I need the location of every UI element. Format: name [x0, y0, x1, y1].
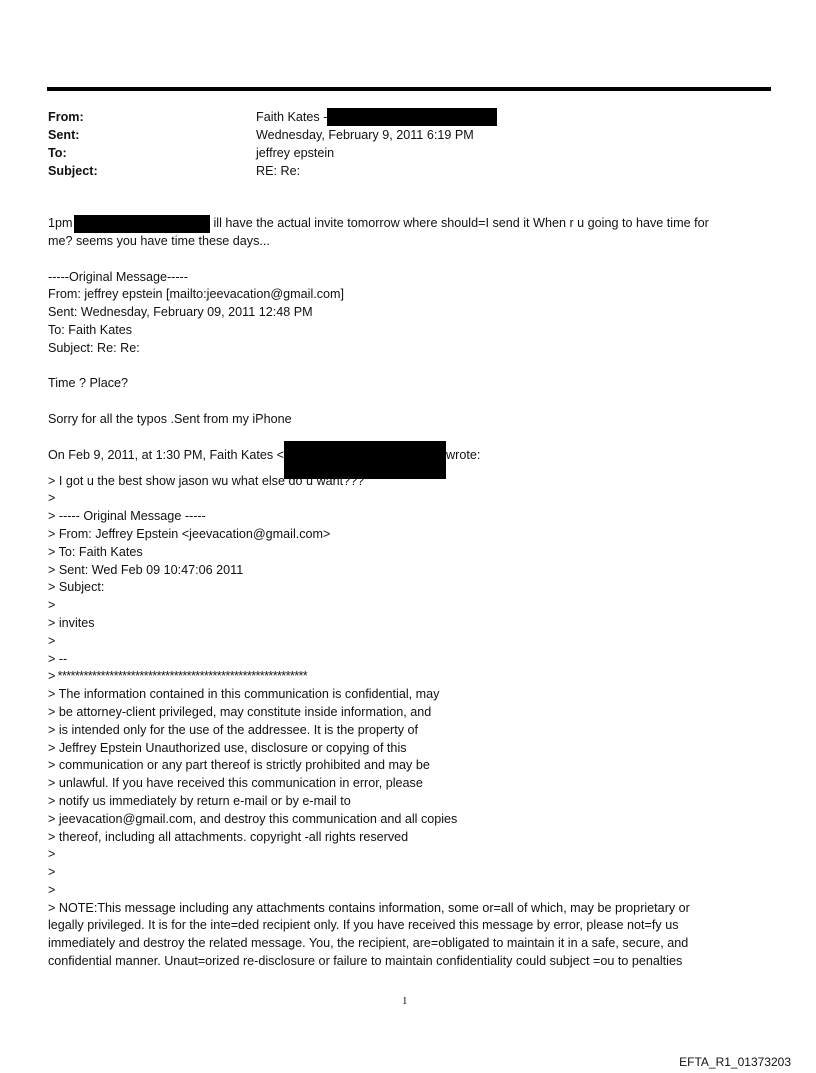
quoted-line: > — [48, 865, 56, 880]
note-line: > NOTE:This message including any attachments contains information, some or=all of which, may be proprietary or — [48, 900, 690, 915]
body-line: Time ? Place? — [48, 376, 129, 391]
quoted-line: > invites — [48, 615, 95, 630]
quoted-line: > ********************************************************** — [48, 669, 308, 684]
quoted-line: > unlawful. If you have received this communication in error, please — [48, 776, 423, 791]
redaction-box — [74, 215, 210, 233]
body-text: ill have the actual invite tomorrow where should=I send it When r u going to have time for — [213, 216, 709, 230]
body-text: On Feb 9, 2011, at 1:30 PM, Faith Kates < — [48, 447, 285, 462]
quoted-line: > jeevacation@gmail.com, and destroy this communication and all copies — [48, 811, 458, 826]
subject-value: RE: Re: — [256, 164, 301, 178]
original-message-divider: -----Original Message----- — [48, 269, 188, 284]
email-body — [48, 215, 778, 971]
body-text: 1pm — [48, 216, 73, 230]
quoted-line: > The information contained in this communication is confidential, may — [48, 687, 440, 702]
quoted-line: > To: Faith Kates — [48, 544, 143, 559]
quoted-line: > — [48, 633, 56, 648]
to-value: jeffrey epstein — [256, 146, 335, 160]
quoted-line: > ----- Original Message ----- — [48, 509, 206, 524]
subject-label: Subject: — [48, 164, 98, 178]
body-line: Sorry for all the typos .Sent from my iPhone — [48, 411, 292, 426]
to-label: To: — [48, 146, 67, 160]
quoted-line: > notify us immediately by return e-mail or by e-mail to — [48, 793, 351, 808]
note-line: confidential manner. Unaut=orized re-disclosure or failure to maintain confidentiality could subject =ou to penalties — [48, 954, 683, 969]
quoted-line: > Sent: Wed Feb 09 10:47:06 2011 — [48, 562, 244, 577]
body-line: me? seems you have time these days... — [48, 234, 270, 248]
sent-label: Sent: — [48, 128, 80, 142]
quoted-line: > Jeffrey Epstein Unauthorized use, disclosure or copying of this — [48, 740, 407, 755]
subject-row — [48, 162, 497, 180]
quoted-line: > — [48, 598, 56, 613]
sent-value: Wednesday, February 9, 2011 6:19 PM — [256, 128, 474, 142]
from-value: Faith Kates - — [256, 110, 328, 124]
quoted-line: > -- — [48, 651, 68, 666]
quoted-line: > Subject: — [48, 580, 105, 595]
body-line — [48, 447, 778, 473]
quoted-line: > thereof, including all attachments. copyright -all rights reserved — [48, 829, 409, 844]
redaction-box — [327, 108, 497, 126]
body-line — [48, 215, 778, 233]
original-sent: Sent: Wednesday, February 09, 2011 12:48 PM — [48, 305, 313, 320]
original-from: From: jeffrey epstein [mailto:jeevacation@gmail.com] — [48, 287, 345, 302]
quoted-line: > communication or any part thereof is strictly prohibited and may be — [48, 758, 430, 773]
quoted-line: > I got u the best show jason wu what else do u want??? — [48, 473, 365, 488]
from-label: From: — [48, 110, 84, 124]
note-line: immediately and destroy the related message. You, the recipient, are=obligated to maintain it in a safe, secure, and — [48, 936, 689, 951]
original-subject: Subject: Re: Re: — [48, 340, 140, 355]
top-rule — [47, 87, 771, 91]
from-row — [48, 108, 497, 126]
note-line: legally privileged. It is for the inte=ded recipient only. If you have received this message by error, please not=fy us — [48, 918, 679, 933]
quoted-line: > From: Jeffrey Epstein <jeevacation@gmail.com> — [48, 526, 331, 541]
body-text: wrote: — [446, 447, 481, 462]
quoted-line: > — [48, 882, 56, 897]
sent-row — [48, 126, 497, 144]
quoted-line: > — [48, 847, 56, 862]
original-to: To: Faith Kates — [48, 322, 132, 337]
quoted-line: > is intended only for the use of the addressee. It is the property of — [48, 722, 418, 737]
quoted-line: > be attorney-client privileged, may constitute inside information, and — [48, 704, 432, 719]
quoted-line: > — [48, 491, 56, 506]
bates-number: EFTA_R1_01373203 — [679, 1055, 791, 1069]
page-number: 1 — [402, 995, 408, 1007]
to-row — [48, 144, 497, 162]
email-header — [48, 108, 497, 180]
